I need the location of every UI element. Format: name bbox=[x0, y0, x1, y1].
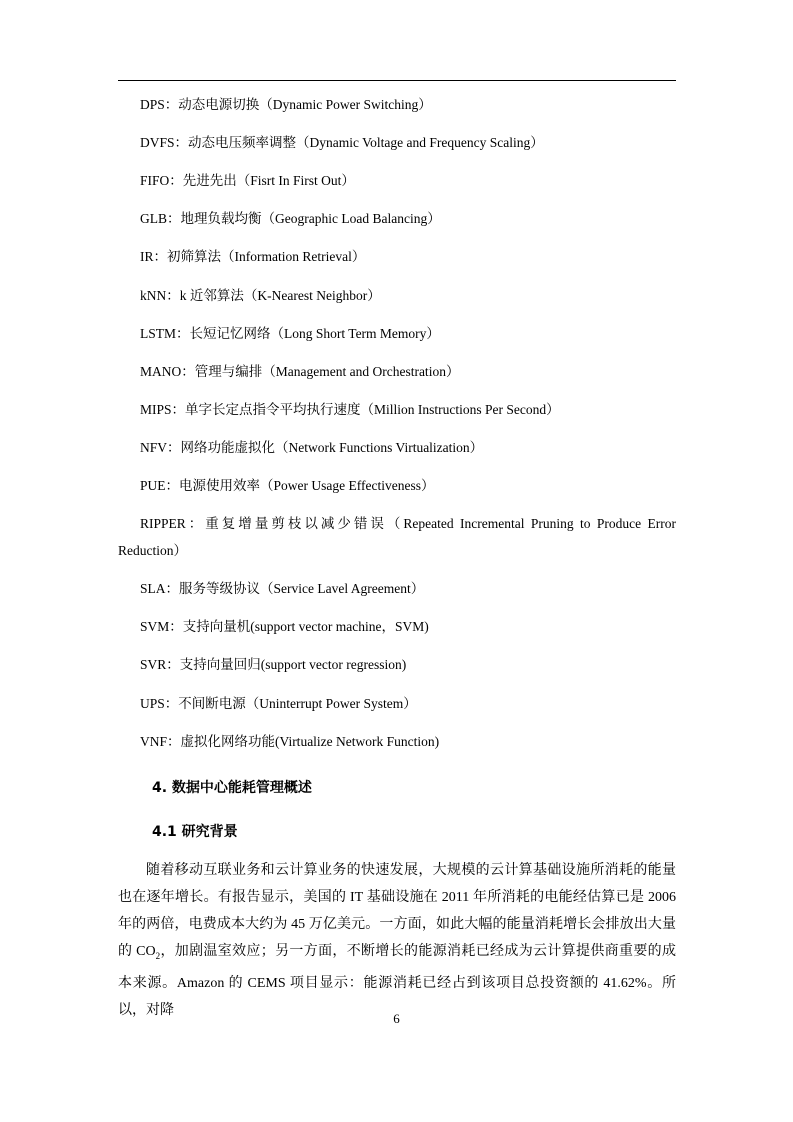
abbreviation-item: SVR：支持向量回归(support vector regression) bbox=[140, 657, 407, 672]
abbreviation-item: DPS：动态电源切换（Dynamic Power Switching） bbox=[140, 97, 432, 112]
abbreviation-item: MANO：管理与编排（Management and Orchestration） bbox=[140, 364, 460, 379]
body-paragraph bbox=[118, 857, 676, 1024]
abbreviation-item: SVM：支持向量机(support vector machine，SVM) bbox=[140, 619, 429, 634]
abbreviation-item: NFV：网络功能虚拟化（Network Functions Virtualization） bbox=[140, 440, 484, 455]
paragraph-text-part1: 随着移动互联业务和云计算业务的快速发展，大规模的云计算基础设施所消耗的能量也在逐年增长。有报告显示，美国的 IT 基础设施在 2011 年所消耗的电能经估算已是 2006 年的两倍，电费成本大约为 45 万亿美元。一方面，如此大幅的能量消耗增长会排放出大量的 CO bbox=[118, 863, 676, 959]
abbreviation-item: PUE：电源使用效率（Power Usage Effectiveness） bbox=[140, 478, 435, 493]
section-heading: 4. 数据中心能耗管理概述 bbox=[152, 780, 312, 796]
abbreviation-item: GLB：地理负载均衡（Geographic Load Balancing） bbox=[140, 211, 441, 226]
abbreviation-item: RIPPER：重复增量剪枝以减少错误（Repeated Incremental Pruning to Produce Error Reduction） bbox=[118, 516, 676, 558]
co2-subscript: 2 bbox=[155, 950, 161, 961]
subsection-heading: 4.1 研究背景 bbox=[152, 824, 238, 840]
abbreviation-item: IR：初筛算法（Information Retrieval） bbox=[140, 249, 366, 264]
page-number: 6 bbox=[393, 1011, 400, 1026]
abbreviation-item: SLA：服务等级协议（Service Lavel Agreement） bbox=[140, 581, 425, 596]
abbreviation-item: UPS：不间断电源（Uninterrupt Power System） bbox=[140, 696, 417, 711]
abbreviation-item: FIFO：先进先出（Fisrt In First Out） bbox=[140, 173, 355, 188]
abbreviation-item: DVFS：动态电压频率调整（Dynamic Voltage and Frequency Scaling） bbox=[140, 135, 544, 150]
abbreviation-item: VNF：虚拟化网络功能(Virtualize Network Function) bbox=[140, 734, 440, 749]
abbreviation-item: LSTM：长短记忆网络（Long Short Term Memory） bbox=[140, 326, 440, 341]
paragraph-text-part2: ，加剧温室效应；另一方面，不断增长的能源消耗已经成为云计算提供商重要的成本来源。Amazon 的 CEMS 项目显示：能源消耗已经占到该项目总投资额的 41.62%。所以，对降 bbox=[118, 944, 676, 1018]
abbreviation-item: kNN：k 近邻算法（K-Nearest Neighbor） bbox=[140, 288, 381, 303]
header-rule bbox=[118, 80, 676, 81]
abbreviation-item: MIPS：单字长定点指令平均执行速度（Million Instructions Per Second） bbox=[140, 402, 560, 417]
